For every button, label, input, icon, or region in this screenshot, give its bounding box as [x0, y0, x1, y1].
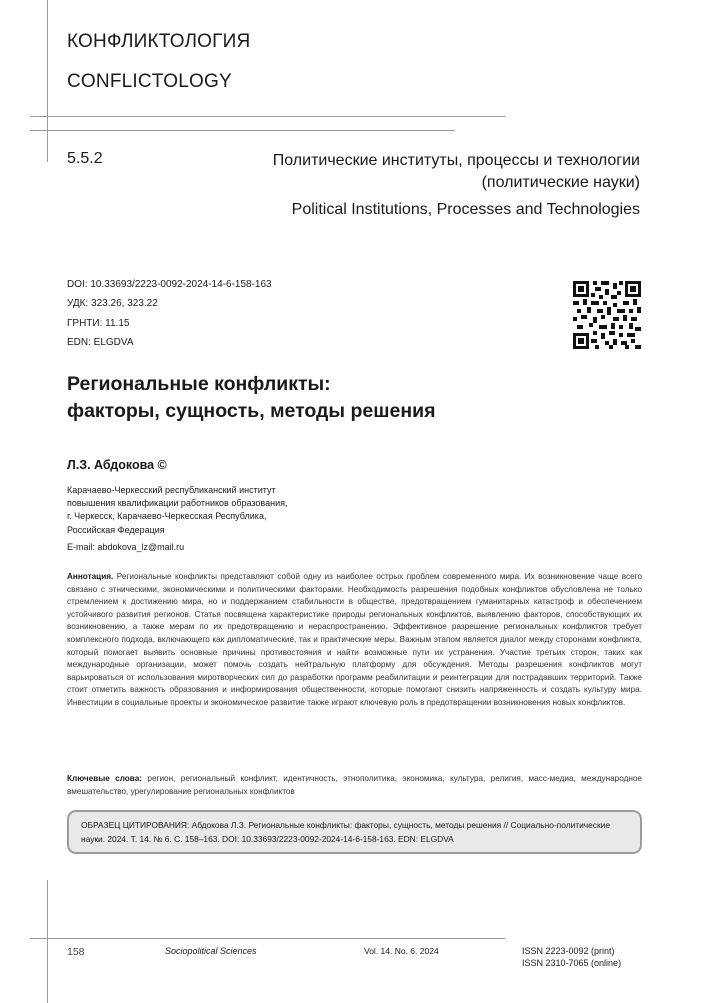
section-code: 5.5.2: [67, 150, 103, 167]
top-left-vertical-rule: [47, 0, 48, 162]
header-horizontal-rule: [30, 116, 505, 117]
author-email[interactable]: E-mail: abdokova_lz@mail.ru: [67, 542, 185, 552]
footer-journal: Sociopolitical Sciences: [165, 946, 257, 956]
author-name: Л.З. Абдокова ©: [67, 458, 167, 472]
journal-title-en: CONFLICTOLOGY: [67, 71, 232, 92]
footer-issn-online: ISSN 2310-7065 (online): [522, 958, 622, 968]
edn: EDN: ELGDVA: [67, 337, 134, 348]
affiliation-line: повышения квалификации работников образования,: [67, 498, 288, 509]
bottom-left-vertical-rule: [47, 880, 48, 1003]
qr-code-icon[interactable]: [573, 281, 641, 349]
abstract-label: Аннотация.: [67, 572, 114, 581]
udk: УДК: 323.26, 323.22: [67, 298, 158, 309]
author-affiliation: [67, 484, 367, 537]
section-title-ru: [200, 150, 640, 194]
article-title-line1: Региональные конфликты:: [67, 373, 331, 395]
footer-volume: Vol. 14. No. 6. 2024: [364, 946, 439, 956]
keywords-text: регион, региональный конфликт, идентичность, этнополитика, экономика, культура, религия, масс-медиа, международное вмешательство, урегулирование региональных конфликтов: [67, 774, 642, 796]
abstract: [67, 571, 642, 710]
abstract-text: Региональные конфликты представляют собой одну из наиболее острых проблем современного мира. Их возникновение чаще всего связано с этническими, экономическими и политическими факторами. Необходимость разрешения подобных конфликтов обусловлена не только стремлением к достижению мира, но и поддержанием стабильности в обществе, предотвращением гуманитарных катастроф и обеспечением устойчивого развития регионов. Статья посвящена характеристике природы региональных конфликтов, выявлению факторов, способствующих их возникновению, а также мерам по их предотвращению и нераспространению. Эффективное разрешение региональных конфликтов требует комплексного подхода, включающего как дипломатические, так и практические меры. Важным этапом является диалог между сторонами конфликта, который помогает выявить основные причины противостояния и найти возможные пути их устранения. Участие третьих сторон, таких как международные организации, может помочь создать нейтральную платформу для обсуждения. Методы разрешения конфликтов могут варьироваться от использования миротворческих сил до разработки программ реабилитации и реинтеграции для пострадавших территорий. Также стоит отметить важность образования и информирования общественности, которые помогают снизить напряженность и создать культуру мира. Инвестиции в социальные проекты и экономическое развитие также играют ключевую роль в предотвращении возникновения новых конфликтов.: [67, 572, 642, 707]
section-title-ru-line1: Политические институты, процессы и технологии: [272, 152, 640, 169]
keywords: [67, 773, 642, 798]
keywords-label: Ключевые слова:: [67, 774, 142, 783]
doi[interactable]: DOI: 10.33693/2223-0092-2024-14-6-158-163: [67, 279, 272, 290]
citation-box: ОБРАЗЕЦ ЦИТИРОВАНИЯ: Абдокова Л.З. Региональные конфликты: факторы, сущность, методы решения // Социально-политические науки. 2024. Т. 14. № 6. С. 158–163. DOI: 10.33693/2223-0092-2024-14-6-158-163. EDN: ELGDVA: [67, 810, 642, 854]
grnti: ГРНТИ: 11.15: [67, 318, 130, 329]
header-short-rule: [30, 130, 455, 131]
affiliation-line: г. Черкесск, Карачаево-Черкесская Республика,: [67, 511, 267, 522]
journal-title-ru: КОНФЛИКТОЛОГИЯ: [67, 31, 251, 52]
footer-horizontal-rule: [30, 938, 505, 939]
article-title-line2: факторы, сущность, методы решения: [67, 400, 436, 422]
section-title-ru-line2: (политические науки): [481, 174, 640, 191]
page-number: 158: [67, 946, 85, 958]
article-title: [67, 371, 627, 425]
section-title-en: Political Institutions, Processes and Technologies: [291, 201, 640, 218]
affiliation-line: Российская Федерация: [67, 524, 165, 535]
affiliation-line: Карачаево-Черкесский республиканский институт: [67, 485, 276, 495]
footer-issn-print: ISSN 2223-0092 (print): [522, 946, 615, 956]
